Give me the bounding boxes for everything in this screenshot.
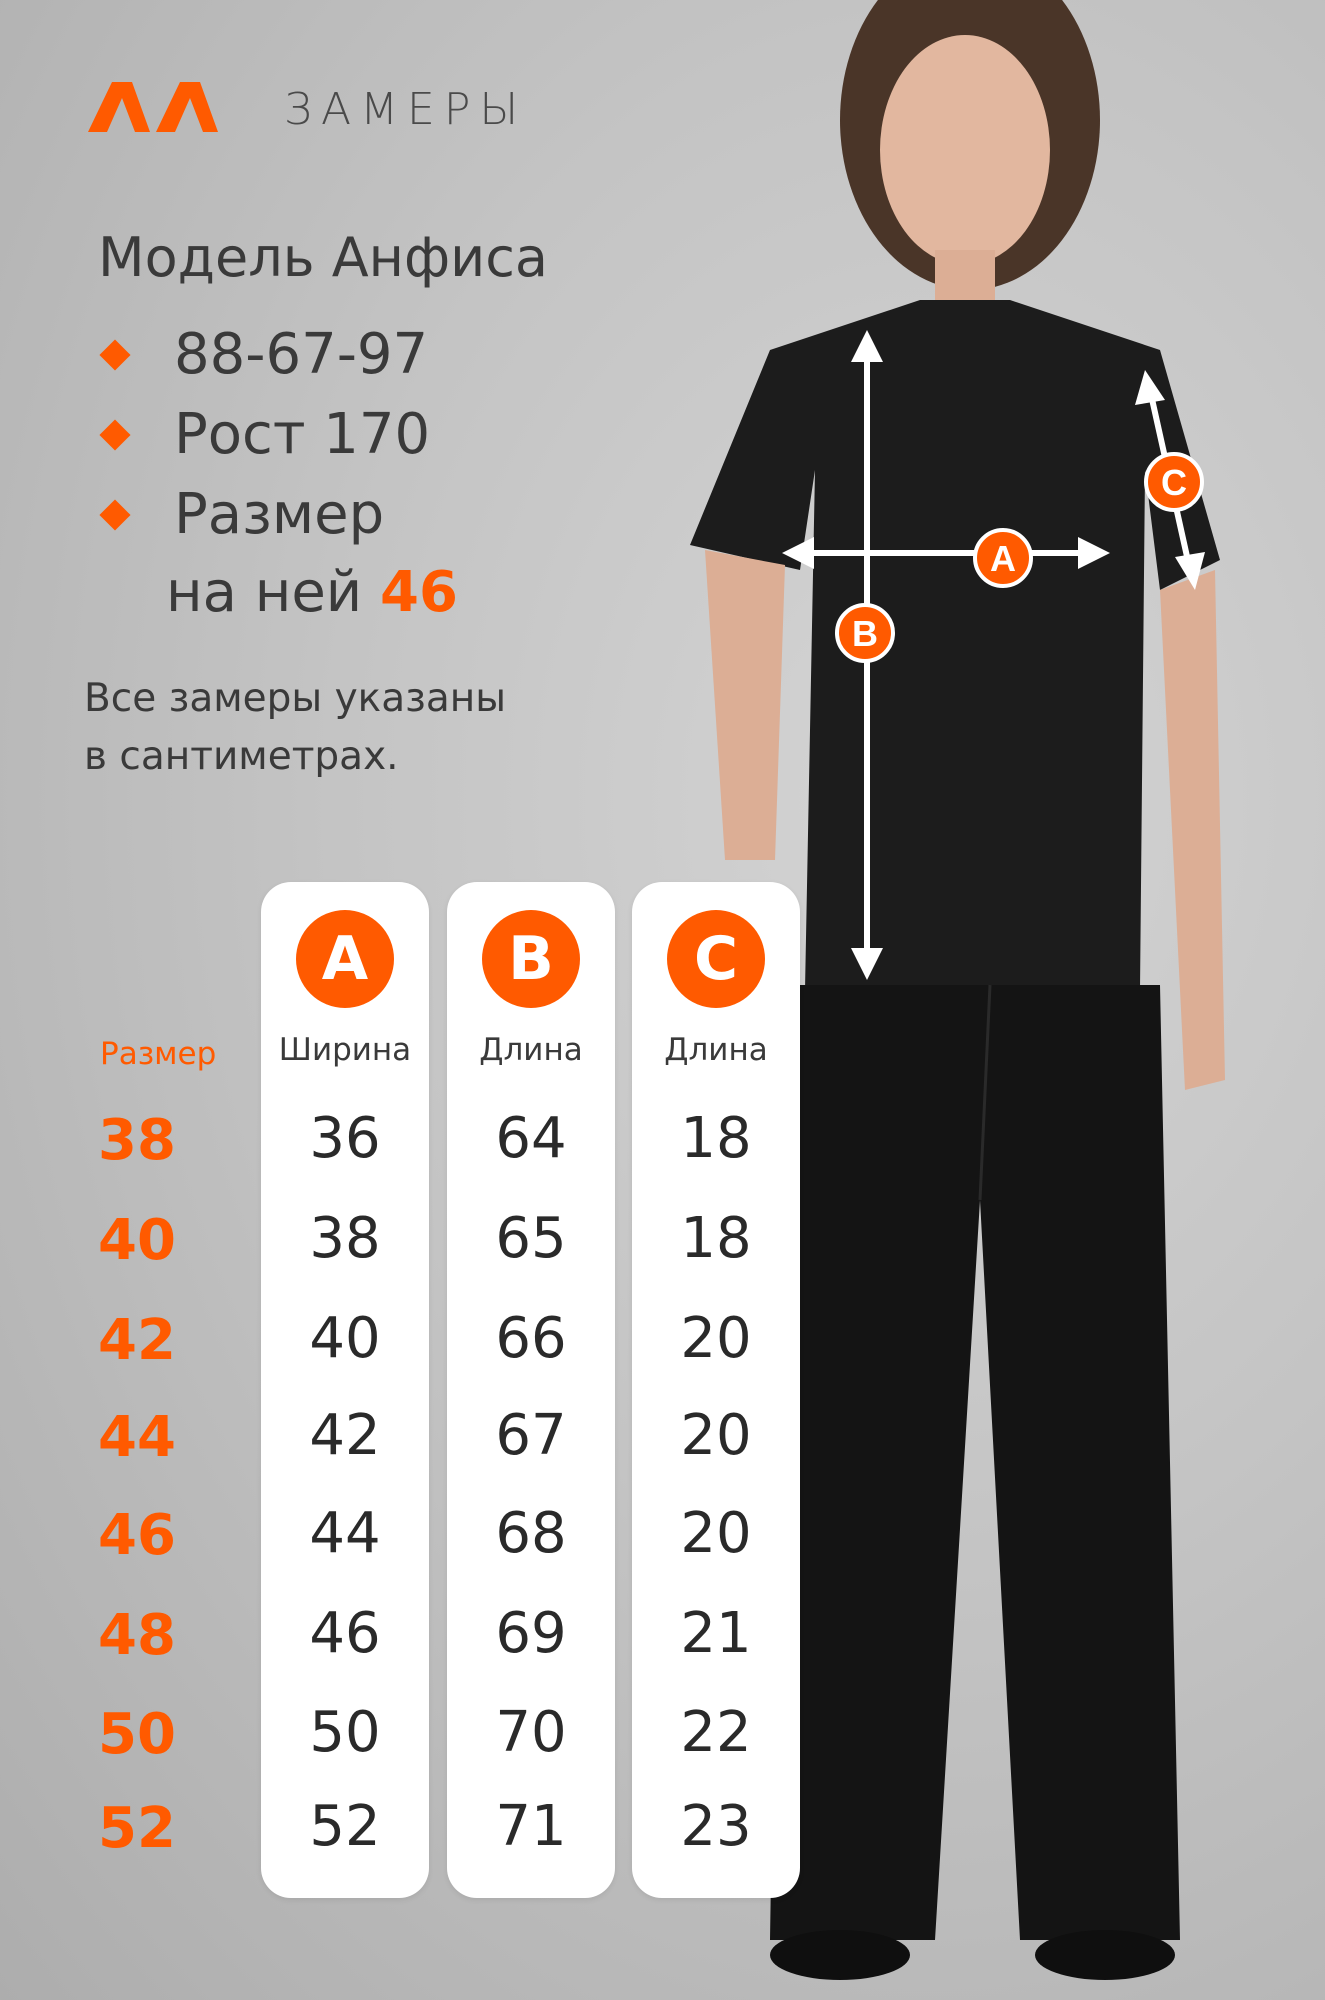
column-card-b — [447, 882, 615, 1898]
model-size-label-2: на ней — [166, 560, 363, 625]
measure-badge-a — [975, 530, 1031, 586]
table-cell: 42 — [309, 1403, 381, 1468]
table-cell: 18 — [680, 1106, 752, 1171]
model-size-line — [166, 560, 458, 625]
table-cell: 66 — [495, 1306, 567, 1371]
table-cell: 70 — [495, 1700, 567, 1765]
size-value: 52 — [98, 1796, 176, 1861]
table-cell: 44 — [309, 1501, 381, 1566]
column-badge-c: C — [667, 910, 765, 1008]
info-row-height — [98, 402, 430, 467]
units-note-line-1: Все замеры указаны — [84, 676, 507, 721]
column-label-b: Длина — [479, 1032, 583, 1068]
units-note — [84, 670, 604, 786]
size-value: 50 — [98, 1702, 176, 1767]
measure-badge-b-label: B — [852, 613, 878, 654]
model-size-label: Размер — [174, 482, 385, 547]
info-row-measurements — [98, 322, 428, 387]
table-cell: 21 — [680, 1601, 752, 1666]
measure-badge-c — [1146, 454, 1202, 510]
size-column-header: Размер — [100, 1036, 217, 1072]
table-cell: 64 — [495, 1106, 567, 1171]
table-cell: 23 — [680, 1794, 752, 1859]
model-height: Рост 170 — [174, 402, 431, 467]
brand-logo — [88, 82, 223, 132]
diamond-bullet-icon — [99, 419, 130, 450]
table-cell: 20 — [680, 1306, 752, 1371]
table-cell: 68 — [495, 1501, 567, 1566]
column-card-c — [632, 882, 800, 1898]
table-cell: 46 — [309, 1601, 381, 1666]
model-size-value: 46 — [380, 560, 458, 625]
size-value: 40 — [98, 1208, 176, 1273]
table-cell: 18 — [680, 1206, 752, 1271]
column-label-a: Ширина — [278, 1032, 412, 1068]
table-cell: 52 — [309, 1794, 381, 1859]
model-name: Модель Анфиса — [98, 226, 548, 289]
column-badge-b: B — [482, 910, 580, 1008]
measure-badge-b — [837, 605, 893, 661]
column-label-c: Длина — [664, 1032, 768, 1068]
diamond-bullet-icon — [99, 339, 130, 370]
page-title: ЗАМЕРЫ — [284, 84, 528, 135]
size-value: 46 — [98, 1503, 176, 1568]
column-card-a — [261, 882, 429, 1898]
measure-badge-a-label: A — [990, 538, 1016, 579]
table-cell: 36 — [309, 1106, 381, 1171]
size-value: 48 — [98, 1603, 176, 1668]
table-cell: 38 — [309, 1206, 381, 1271]
model-measurements: 88-67-97 — [174, 322, 429, 387]
size-value: 44 — [98, 1405, 176, 1470]
units-note-line-2: в сантиметрах. — [84, 734, 399, 779]
table-cell: 71 — [495, 1794, 567, 1859]
table-cell: 67 — [495, 1403, 567, 1468]
table-cell: 65 — [495, 1206, 567, 1271]
table-cell: 40 — [309, 1306, 381, 1371]
table-cell: 20 — [680, 1403, 752, 1468]
measure-badge-c-label: C — [1161, 462, 1187, 503]
column-badge-a: A — [296, 910, 394, 1008]
info-row-size — [98, 482, 384, 547]
table-cell: 50 — [309, 1700, 381, 1765]
table-cell: 69 — [495, 1601, 567, 1666]
size-value: 42 — [98, 1308, 176, 1373]
table-cell: 20 — [680, 1501, 752, 1566]
table-cell: 22 — [680, 1700, 752, 1765]
diamond-bullet-icon — [99, 499, 130, 530]
size-value: 38 — [98, 1108, 176, 1173]
